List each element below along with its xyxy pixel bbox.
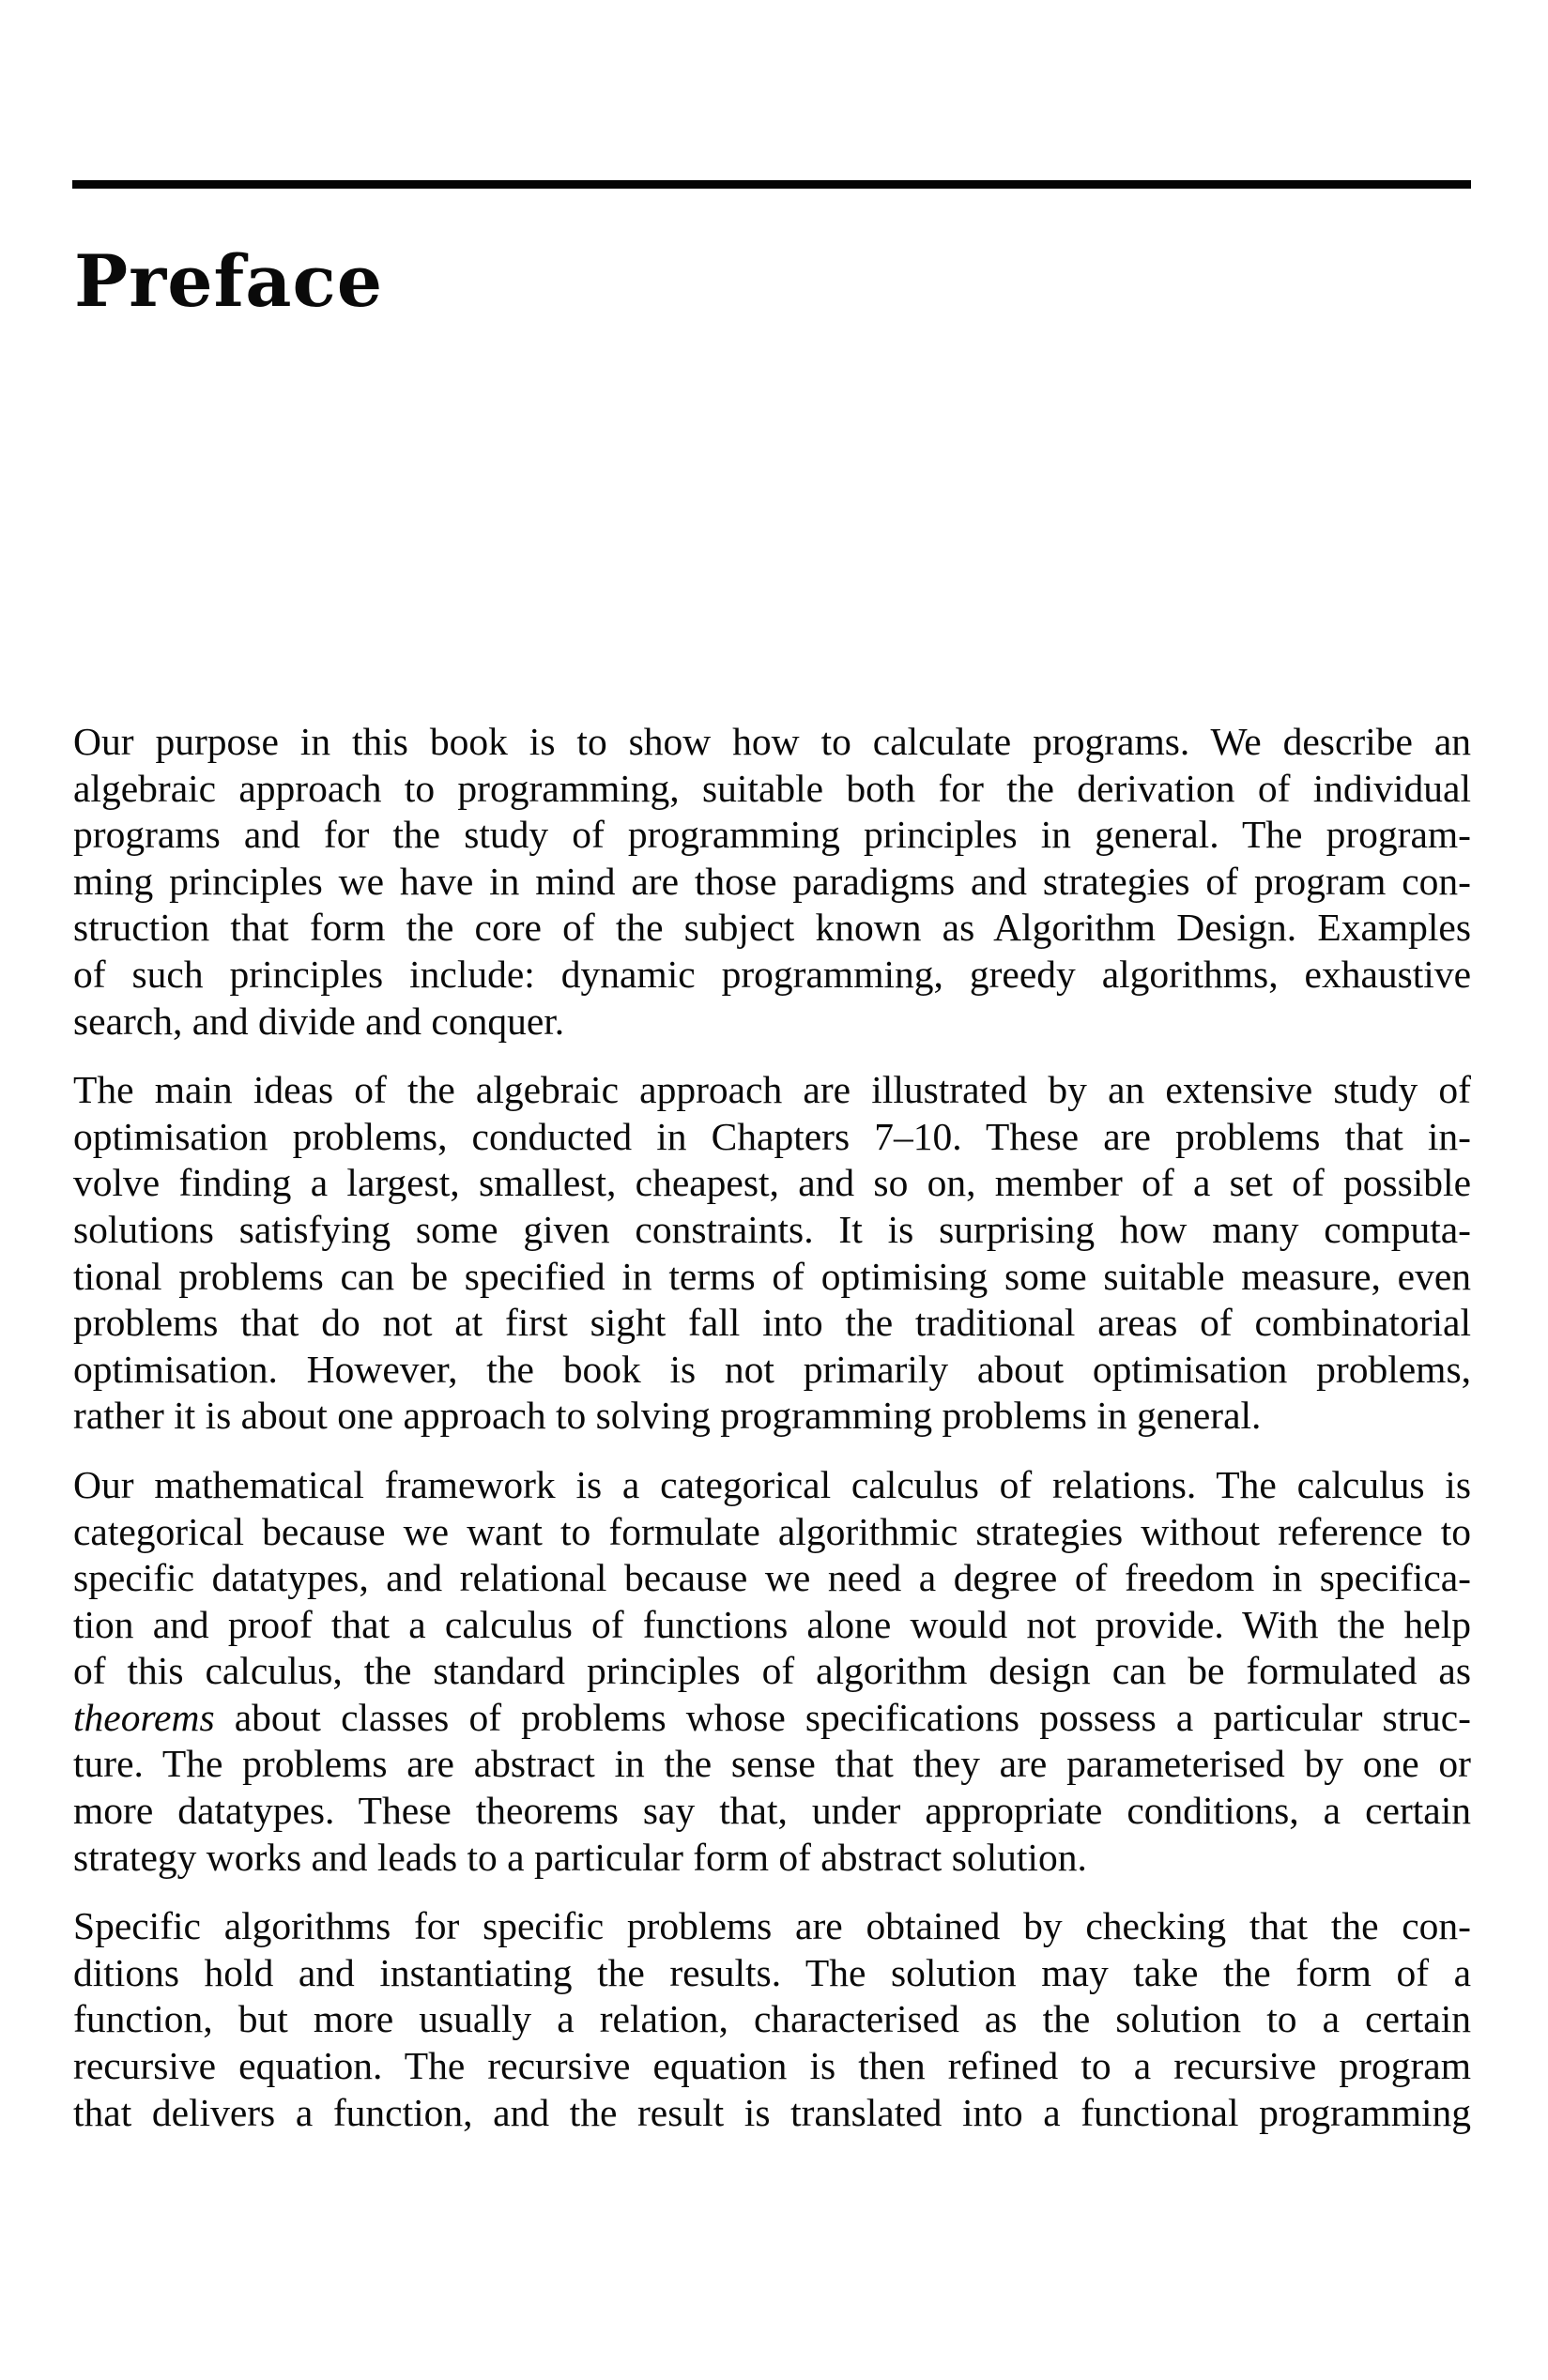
text-line: optimisation. However, the book is not primarily about optimisation problems, — [73, 1347, 1471, 1391]
preface-body — [73, 719, 1471, 2159]
text-line: Our mathematical framework is a categorical calculus of relations. The calculus is — [73, 1462, 1471, 1506]
text-line: recursive equation. The recursive equation is then refined to a recursive program — [73, 2044, 1471, 2088]
header-rule — [72, 180, 1471, 189]
text-line: more datatypes. These theorems say that, under appropriate conditions, a certain — [73, 1789, 1471, 1833]
text-line-with-emphasis — [73, 1695, 1471, 1742]
paragraph-4 — [73, 1903, 1471, 2136]
text-line: struction that form the core of the subject known as Algorithm Design. Examples — [73, 906, 1471, 950]
paragraph-3 — [73, 1462, 1471, 1881]
text-line: problems that do not at first sight fall into the traditional areas of combinatorial — [73, 1301, 1471, 1345]
text-line: search, and divide and conquer. — [73, 999, 565, 1043]
text-line: that delivers a function, and the result is translated into a functional programming — [73, 2090, 1471, 2134]
text-line: function, but more usually a relation, characterised as the solution to a certain — [73, 1997, 1471, 2041]
text-line: ture. The problems are abstract in the sense that they are parameterised by one or — [73, 1742, 1471, 1786]
paragraph-2 — [73, 1067, 1471, 1440]
paragraph-1 — [73, 719, 1471, 1045]
text-line: tional problems can be specified in terms of optimising some suitable measure, even — [73, 1254, 1471, 1298]
page-title: Preface — [74, 239, 384, 323]
text-line: algebraic approach to programming, suitable both for the derivation of individual — [73, 766, 1471, 810]
emphasis-theorems: theorems — [73, 1695, 215, 1739]
text-line: ming principles we have in mind are those paradigms and strategies of program con- — [73, 859, 1471, 903]
text-line: of such principles include: dynamic programming, greedy algorithms, exhaustive — [73, 952, 1471, 996]
text-line: strategy works and leads to a particular form of abstract solution. — [73, 1835, 1087, 1879]
text-line: solutions satisfying some given constraints. It is surprising how many computa- — [73, 1207, 1471, 1251]
text-line: categorical because we want to formulate algorithmic strategies without reference to — [73, 1509, 1471, 1553]
text-line: optimisation problems, conducted in Chapters 7–10. These are problems that in- — [73, 1114, 1471, 1158]
text-line: Specific algorithms for specific problems are obtained by checking that the con- — [73, 1904, 1471, 1948]
text-line: tion and proof that a calculus of functions alone would not provide. With the help — [73, 1602, 1471, 1646]
text-line: programs and for the study of programming principles in general. The program- — [73, 813, 1471, 857]
text-line: ditions hold and instantiating the results. The solution may take the form of a — [73, 1950, 1471, 1994]
text-line: volve finding a largest, smallest, cheapest, and so on, member of a set of possible — [73, 1161, 1471, 1205]
text-line: of this calculus, the standard principles of algorithm design can be formulated as — [73, 1649, 1471, 1693]
text-line-rest: about classes of problems whose specifications possess a particular struc- — [234, 1695, 1472, 1739]
text-line: specific datatypes, and relational because we need a degree of freedom in specifica- — [73, 1556, 1471, 1600]
text-line: Our purpose in this book is to show how to calculate programs. We describe an — [73, 720, 1471, 763]
text-line: rather it is about one approach to solving programming problems in general. — [73, 1394, 1262, 1438]
text-line: The main ideas of the algebraic approach are illustrated by an extensive study of — [73, 1068, 1471, 1112]
